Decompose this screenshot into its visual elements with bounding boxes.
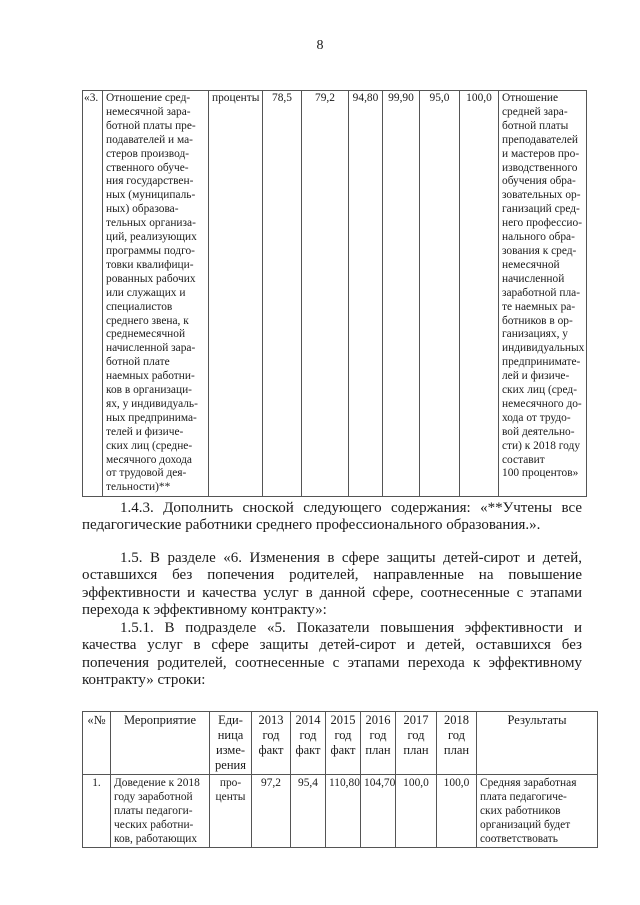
header-year-2017: 2017 год план [396,712,437,775]
text-line: ботников в ор- [502,314,573,327]
text-line: ботной плате [106,356,170,369]
text-line: составит [502,453,545,466]
table-row [83,775,598,848]
text-line: организаций будет [480,819,571,831]
header-year-2015: 2015 год факт [326,712,361,775]
value-2016: 104,70 [361,775,396,848]
value-2013: 97,2 [252,775,291,848]
text-line: нального обра- [502,231,575,244]
event-text [111,775,210,848]
text-line: 100 процентов» [502,467,579,480]
value-2018: 100,0 [437,775,477,848]
text-line: среднемесячной [106,328,186,341]
text-line: ций, реализующих [106,231,197,244]
text-line: Еди- [218,713,243,727]
paragraph-1-5-1 [82,620,582,689]
text-line: подавателей и ма- [106,133,193,146]
row-number: 1. [83,775,111,848]
text-line: стеров производ- [106,147,190,160]
value-2017: 95,0 [420,91,460,497]
value-2016: 99,90 [383,91,420,497]
value-2018: 100,0 [460,91,499,497]
text-line: ях, у индивидуаль- [106,397,198,410]
text-line: начисленной [502,272,565,285]
text-line: ских лиц (средне- [106,439,193,452]
text-line: платы педагоги- [114,805,193,817]
text-line: ганизаций сред- [502,203,580,216]
text-line: ных (муниципаль- [106,189,196,202]
text-line: специалистов [106,300,173,313]
text-line: среднего звена, к [106,314,189,327]
header-results: Результаты [477,712,598,775]
text-line: от трудовой дея- [106,467,187,480]
text-line: центы [215,791,246,803]
text-line: Отношение сред- [106,92,191,104]
text-line: ских лиц (сред- [502,384,577,397]
text-line: ков, работающих [114,833,198,845]
text-line: хода от трудо- [502,411,571,424]
text-line: изводственного [502,161,578,174]
header-year-2013: 2013 год факт [252,712,291,775]
unit [210,775,252,848]
text-line: рения [215,758,246,772]
value-2015: 94,80 [349,91,383,497]
text-line: Отношение [502,92,559,104]
text-line: ния государствен- [106,175,194,188]
text-line: изме- [215,743,246,757]
text-line: Средняя заработная [480,777,577,789]
paragraph-text: 1.5.1. В подразделе «5. Показатели повышения эффективности и качества услуг в сфере защиты детей-сирот и детей, оставшихся без попечения родителей, соотнесенные с этапами перехода к эффективному контракту» строки: [82,620,582,688]
text-line: ных предпринима- [106,411,197,424]
text-line: преподавателей [502,133,579,146]
text-line: зования к сред- [502,244,577,257]
text-line: месячного дохода [106,453,192,466]
text-line: ских работников [480,805,561,817]
paragraph-text: 1.4.3. Дополнить сноской следующего содержания: «**Учтены все педагогические работники среднего профессионального образования.». [82,500,582,534]
header-year-2016: 2016 год план [361,712,396,775]
text-line: про- [219,777,242,789]
text-line: тельности)** [106,481,171,494]
text-line: него профессио- [502,217,582,230]
text-line: средней зара- [502,105,568,118]
text-line: немесячной зара- [106,105,191,118]
indicator-table-top [82,90,587,497]
table-row [83,91,587,497]
header-year-2014: 2014 год факт [291,712,326,775]
value-2017: 100,0 [396,775,437,848]
text-line: Доведение к 2018 [114,777,200,789]
header-event: Мероприятие [111,712,210,775]
text-line: заработной пла- [502,286,580,299]
paragraph-1-5 [82,550,582,619]
page-number: 8 [316,38,324,53]
text-line: ганизациях, у [502,328,568,341]
text-line: предпринимате- [502,356,581,369]
header-unit [210,712,252,775]
text-line: ботной платы пре- [106,119,196,132]
text-line: сти) к 2018 году [502,439,581,452]
text-line: ботной платы [502,119,569,132]
header-number: «№ [83,712,111,775]
text-line: плата педагогиче- [480,791,567,803]
text-line: ческих работни- [114,819,194,831]
text-line: немесячного до- [502,397,582,410]
text-line: зовательных ор- [502,189,581,202]
value-2014: 95,4 [291,775,326,848]
result-text [499,91,587,497]
text-line: ственного обуче- [106,161,189,174]
text-line: ница [217,728,244,742]
text-line: немесячной [502,258,560,271]
paragraph-text: 1.5. В разделе «6. Изменения в сфере защиты детей-сирот и детей, оставшихся без попечения родителей, направленные на повышение эффективности и качества услуг в данной сфере, соотнесенные с этапами перехода к эффективному контракту»: [82,550,582,618]
indicator-name [103,91,209,497]
text-line: ных) образова- [106,203,179,216]
text-line: индивидуальных [502,342,585,355]
text-line: вой деятельно- [502,425,575,438]
text-line: соответствовать [480,833,558,845]
text-line: программы подго- [106,244,195,257]
text-line: и мастеров про- [502,147,580,160]
text-line: обучения обра- [502,175,576,188]
result-text [477,775,598,848]
row-number: «3. [83,91,103,497]
text-line: рованных рабочих [106,272,196,285]
text-line: те наемных ра- [502,300,576,313]
text-line: начисленной зара- [106,342,196,355]
indicator-table-bottom [82,711,598,848]
text-line: лей и физиче- [502,370,570,383]
text-line: наемных работни- [106,370,195,383]
text-line: тельных организа- [106,217,196,230]
text-line: ков в организаци- [106,384,192,397]
text-line: или служащих и [106,286,186,299]
header-year-2018: 2018 год план [437,712,477,775]
text-line: году заработной [114,791,193,803]
value-2014: 79,2 [302,91,349,497]
text-line: телей и физиче- [106,425,184,438]
paragraph-1-4-3 [82,500,582,535]
text-line: товки квалифици- [106,258,194,271]
unit: проценты [209,91,263,497]
value-2013: 78,5 [263,91,302,497]
value-2015: 110,80 [326,775,361,848]
table-header-row [83,712,598,775]
